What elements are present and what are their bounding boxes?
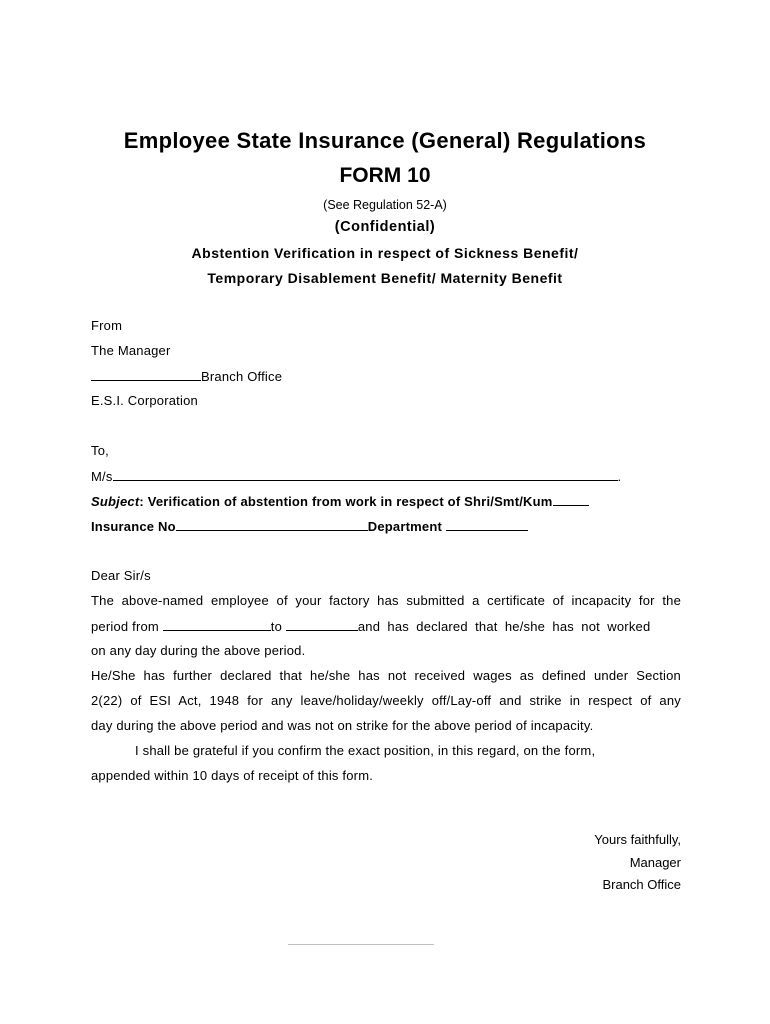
regulation-reference: (See Regulation 52-A)	[323, 198, 447, 212]
footer-divider	[288, 944, 434, 945]
ms-line: M/s .	[91, 469, 622, 484]
paragraph-2-line-2: 2(22) of ESI Act, 1948 for any leave/holiday/weekly off/Lay-off and strike in respect of any	[91, 693, 681, 708]
period-from-label: period from	[91, 619, 159, 634]
insurance-no-label: Insurance No	[91, 519, 176, 534]
paragraph-1-line-2	[91, 618, 681, 634]
company-name-blank[interactable]	[113, 468, 618, 481]
corporation-label: E.S.I. Corporation	[91, 393, 198, 408]
manager-label: The Manager	[91, 343, 171, 358]
paragraph-3-line-2: appended within 10 days of receipt of this form.	[91, 768, 374, 783]
insurance-line	[91, 518, 528, 534]
subtitle-line-1: Abstention Verification in respect of Sickness Benefit/	[191, 245, 579, 261]
subject-text: : Verification of abstention from work in respect of Shri/Smt/Kum	[139, 494, 553, 509]
subject-line	[91, 493, 589, 509]
insurance-no-blank[interactable]	[176, 518, 368, 531]
to-label: To,	[91, 443, 109, 458]
employee-name-blank[interactable]	[553, 493, 589, 506]
confidential-label: (Confidential)	[334, 219, 436, 235]
paragraph-2-line-3: day during the above period and was not on strike for the above period of incapacity.	[91, 718, 594, 733]
signatory-title: Manager	[629, 855, 681, 870]
closing: Yours faithfully,	[594, 832, 681, 847]
branch-office-line	[91, 368, 282, 384]
paragraph-3-line-1: I shall be grateful if you confirm the exact position, in this regard, on the form,	[135, 743, 596, 758]
paragraph-2-line-1: He/She has further declared that he/she has not received wages as defined under Section	[91, 668, 681, 683]
department-label: Department	[367, 519, 443, 534]
department-blank[interactable]	[446, 518, 528, 531]
period-to-blank[interactable]	[286, 618, 358, 631]
period-to-label: to	[270, 619, 283, 634]
salutation: Dear Sir/s	[91, 568, 151, 583]
document-title: Employee State Insurance (General) Regulations	[123, 128, 647, 153]
subtitle-line-2: Temporary Disablement Benefit/ Maternity Benefit	[207, 270, 563, 286]
ms-label: M/s	[91, 469, 113, 484]
paragraph-1-line-3: on any day during the above period.	[91, 643, 306, 658]
branch-name-blank[interactable]	[91, 368, 201, 381]
from-label: From	[91, 318, 123, 333]
declared-text: and has declared that he/she has not worked	[357, 619, 651, 634]
period-from-blank[interactable]	[163, 618, 271, 631]
paragraph-1-line-1: The above-named employee of your factory has submitted a certificate of incapacity for the	[91, 593, 681, 608]
signatory-office: Branch Office	[602, 877, 681, 892]
subject-label: Subject	[91, 494, 140, 509]
branch-office-label: Branch Office	[201, 369, 283, 384]
form-number: FORM 10	[339, 164, 431, 187]
